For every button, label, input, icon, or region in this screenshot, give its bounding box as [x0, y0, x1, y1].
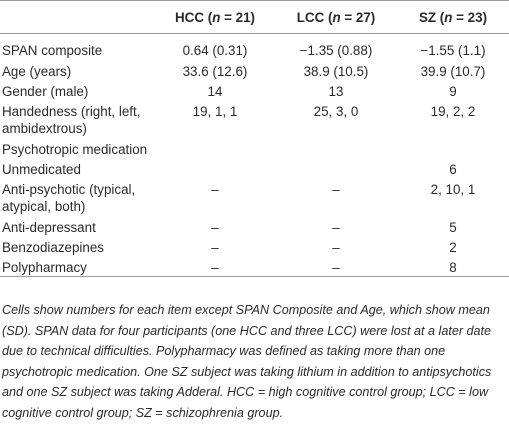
- row-label: Age (years): [2, 63, 72, 79]
- cell-lcc: [275, 139, 397, 159]
- cell-hcc: 33.6 (12.6): [182, 63, 248, 79]
- cell-hcc: –: [211, 181, 219, 197]
- header-sz: SZ (n = 23): [397, 1, 509, 34]
- cell-hcc: 19, 1, 1: [192, 103, 238, 119]
- cell-sz: 5: [449, 219, 457, 235]
- table-row: [0, 61, 509, 81]
- cell-lcc: [275, 159, 397, 179]
- table-row: [0, 237, 509, 257]
- cell-lcc: –: [332, 181, 340, 197]
- cell-lcc: −1.35 (0.88): [299, 43, 373, 58]
- row-label: Psychotropic medication: [2, 141, 148, 157]
- cell-sz: −1.55 (1.1): [420, 43, 486, 58]
- row-label: Benzodiazepines: [2, 239, 104, 255]
- cell-hcc: –: [155, 257, 275, 277]
- row-label: Polypharmacy: [0, 257, 155, 277]
- row-label: Anti-depressant: [2, 219, 96, 235]
- row-label: Gender (male): [2, 83, 89, 99]
- table-footnote: Cells show numbers for each item except SPAN Composite and Age, which show mean (SD). SPAN data for four participants (one HCC and three LCC) were lost at a later date due to technical difficulties. Polypharmacy was defined as taking more than one psychotropic medication. One SZ subject was taking lithium in addition to antipsychotics and one SZ subject was taking Adderal. HCC = high cognitive control group; LCC = low cognitive control group; SZ = schizophrenia group.: [2, 303, 492, 420]
- row-label: SPAN composite: [2, 43, 103, 58]
- table-row: [0, 257, 509, 277]
- header-row: [0, 1, 509, 34]
- cell-lcc: 38.9 (10.5): [303, 63, 369, 79]
- cell-hcc: –: [211, 219, 219, 235]
- row-label: Handedness (right, left, ambidextrous): [2, 103, 141, 136]
- cell-sz: 39.9 (10.7): [420, 63, 486, 79]
- table-row: [0, 179, 509, 217]
- cell-sz: 8: [397, 257, 509, 277]
- cell-lcc: –: [275, 257, 397, 277]
- cell-sz: 2: [449, 239, 457, 255]
- cell-hcc: [155, 139, 275, 159]
- cell-hcc: –: [211, 239, 219, 255]
- cell-sz: [397, 139, 509, 159]
- row-label: Anti-psychotic (typical, atypical, both): [2, 181, 136, 214]
- cell-hcc: [155, 159, 275, 179]
- cell-lcc: –: [332, 239, 340, 255]
- table-row: [0, 217, 509, 237]
- table-row: [0, 81, 509, 101]
- table-row: [0, 159, 509, 179]
- cell-sz: 19, 2, 2: [430, 103, 476, 119]
- header-empty: [0, 1, 155, 34]
- cell-hcc: 0.64 (0.31): [182, 43, 248, 58]
- cell-lcc: 13: [328, 83, 344, 99]
- cell-lcc: –: [332, 219, 340, 235]
- header-hcc: HCC (n = 21): [155, 1, 275, 34]
- table-row: [0, 101, 509, 139]
- table-row: [0, 34, 509, 61]
- cell-sz: 9: [449, 83, 457, 99]
- cell-sz: 2, 10, 1: [430, 181, 476, 197]
- cell-lcc: 25, 3, 0: [313, 103, 359, 119]
- cell-sz: 6: [449, 161, 457, 177]
- row-label: Unmedicated: [2, 161, 81, 177]
- table-row: [0, 139, 509, 159]
- header-lcc: LCC (n = 27): [275, 1, 397, 34]
- cell-hcc: 14: [207, 83, 223, 99]
